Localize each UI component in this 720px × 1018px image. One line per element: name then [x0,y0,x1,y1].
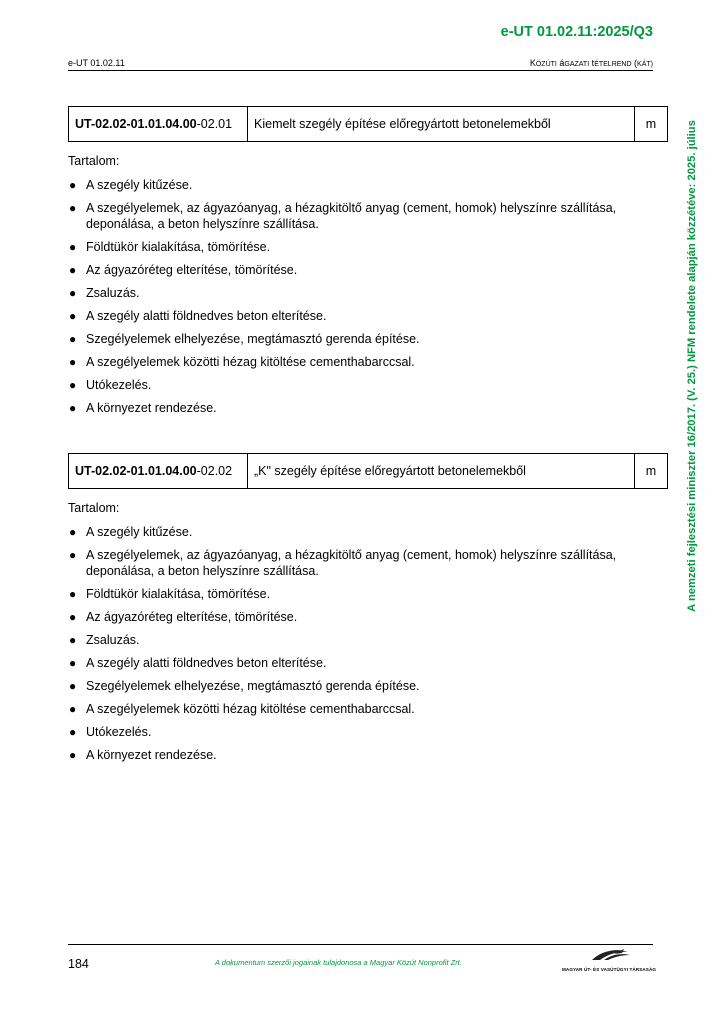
page-number: 184 [68,957,89,971]
item-title: „K" szegély építése előregyártott betonelemekből [248,454,635,489]
header-right-text: KÖZÚTI áGAZATI tÉTELREND (KÁT) [529,58,653,68]
bullet-icon: ● [69,285,77,300]
item-code-suffix: -02.01 [196,117,233,131]
copyright-notice: A dokumentum szerzői jogainak tulajdonosa a Magyar Közút Nonprofit Zrt. [215,958,462,967]
list-item: ● A szegély kitűzése. [69,178,193,192]
list-item: ● Szegélyelemek elhelyezése, megtámasztó gerenda építése. [69,679,420,694]
contents-label: Tartalom: [68,501,120,515]
bullet-icon: ● [69,748,77,763]
bullet-icon: ● [69,609,77,624]
list-item: ● Utókezelés. [69,378,152,393]
footer-rule [68,944,653,945]
list-item: ● Utókezelés. [69,725,152,740]
item-code-cell [69,454,248,489]
logo-text: MAGYAR ÚT- ÉS VASÚTÜGYI TÁRSASÁG [562,967,657,972]
contents-label: Tartalom: [68,154,120,168]
header-left: e-UT 01.02.11 [68,58,125,68]
list-item: ● A szegély alatti földnedves beton elterítése. [69,308,327,323]
bullet-icon: ● [69,586,77,601]
bullet-icon: ● [69,308,77,323]
doc-code: e-UT 01.02.11:2025/Q3 [500,24,653,40]
item-code-main: UT-02.02-01.01.04.00 [75,464,197,478]
list-item: ● A szegélyelemek, az ágyazóanyag, a hézagkitöltő anyag (cement, homok) helyszínre szállítása, deponálása, a beton helyszínre szállítása. [69,201,617,231]
item-unit: m [635,454,668,489]
list-item: ● A szegély alatti földnedves beton elterítése. [69,655,327,670]
item-table-1 [68,106,668,142]
bullet-list-2 [68,525,658,771]
bullet-icon: ● [69,702,77,717]
bullet-icon: ● [69,632,77,647]
list-item: ● Földtükör kialakítása, tömörítése. [69,586,271,601]
item-code-cell [69,107,248,142]
item-code-main: UT-02.02-01.01.04.00 [75,117,197,131]
logo-swoosh-icon [562,946,654,966]
bullet-icon: ● [69,548,77,563]
list-item: ● Földtükör kialakítása, tömörítése. [69,239,271,254]
bullet-icon: ● [69,725,77,740]
bullet-icon: ● [69,655,77,670]
item-unit: m [635,107,668,142]
bullet-icon: ● [69,378,77,393]
list-item: ● Az ágyazóréteg elterítése, tömörítése. [69,262,298,277]
list-item: ● A szegély kitűzése. [69,525,193,539]
list-item: ● A környezet rendezése. [69,748,217,763]
header-rule [68,70,653,71]
bullet-icon: ● [69,355,77,370]
item-title: Kiemelt szegély építése előregyártott betonelemekből [248,107,635,142]
list-item: ● A környezet rendezése. [69,401,217,416]
list-item: ● Szegélyelemek elhelyezése, megtámasztó gerenda építése. [69,332,420,347]
list-item: ● A szegélyelemek közötti hézag kitöltése cementhabarccsal. [69,355,415,370]
bullet-icon: ● [69,525,77,539]
list-item: ● Zsaluzás. [69,285,140,300]
bullet-icon: ● [69,239,77,254]
item-table-2 [68,453,668,489]
list-item: ● Zsaluzás. [69,632,140,647]
list-item: ● Az ágyazóréteg elterítése, tömörítése. [69,609,298,624]
item-row [69,107,668,142]
bullet-icon: ● [69,178,77,192]
header-right [530,58,653,68]
list-item: ● A szegélyelemek, az ágyazóanyag, a hézagkitöltő anyag (cement, homok) helyszínre szállítása, deponálása, a beton helyszínre szállítása. [69,548,617,578]
bullet-icon: ● [69,401,77,416]
bullet-icon: ● [69,262,77,277]
bullet-icon: ● [69,201,77,216]
bullet-icon: ● [69,332,77,347]
mauvt-logo [562,946,657,972]
item-code-suffix: -02.02 [196,464,233,478]
bullet-icon: ● [69,679,77,694]
bullet-list-1 [68,178,658,424]
side-note: A nemzeti fejlesztési miniszter 16/2017. (V. 25.) NFM rendelete alapján közzétéve: 2025. július [686,120,698,612]
item-row [69,454,668,489]
list-item: ● A szegélyelemek közötti hézag kitöltése cementhabarccsal. [69,702,415,717]
